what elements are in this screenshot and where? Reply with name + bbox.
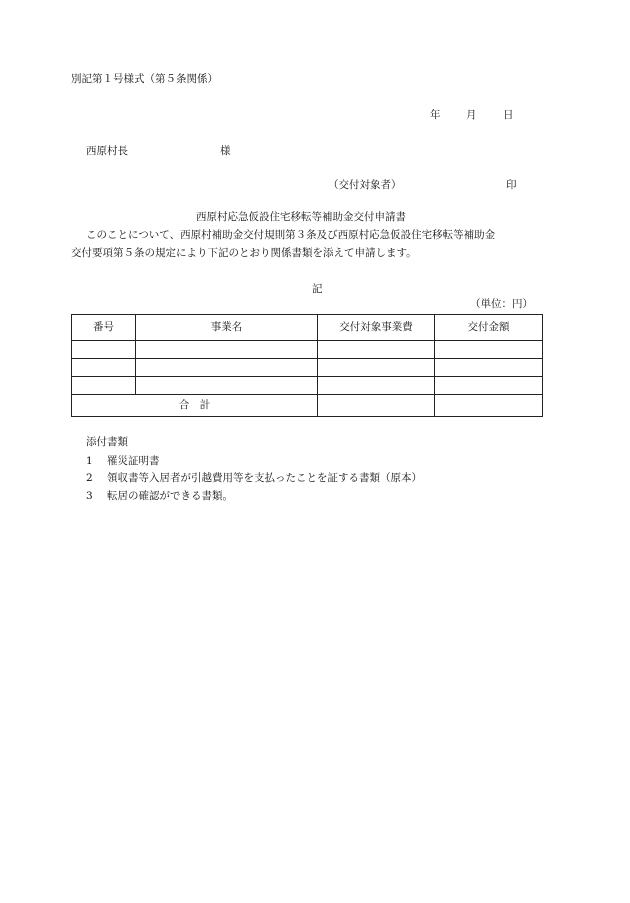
header-grant-amount: 交付金額: [435, 315, 543, 341]
unit-label: （単位：円）: [470, 298, 533, 310]
cell-number[interactable]: [72, 341, 136, 359]
body-text-line-2: 交付要項第５条の規定により下記のとおり関係書類を添えて申請します。: [71, 247, 417, 259]
applicant-label: （交付対象者）: [328, 179, 402, 191]
grant-table: [71, 314, 543, 417]
ki-heading: 記: [312, 283, 323, 295]
table-row: [72, 377, 543, 395]
attachment-item: [86, 473, 422, 484]
body-text-line-1: このことについて、西原村補助金交付規則第３条及び西原村応急仮設住宅移転等補助金: [86, 229, 496, 241]
seal-mark: 印: [506, 179, 517, 191]
cell-grant-amount[interactable]: [435, 359, 543, 377]
cell-grant-amount[interactable]: [435, 341, 543, 359]
table-header-row: [72, 315, 543, 341]
attachment-number: 1: [86, 455, 93, 467]
addressee-honorific: 様: [220, 145, 231, 157]
cell-number[interactable]: [72, 359, 136, 377]
table-row: [72, 341, 543, 359]
header-number: 番号: [72, 315, 136, 341]
table-row: [72, 359, 543, 377]
cell-project-name[interactable]: [136, 377, 318, 395]
attachments-title: 添付書類: [86, 436, 128, 448]
attachment-text: 領収書等入居者が引越費用等を支払ったことを証する書類（原本）: [107, 472, 422, 484]
total-grant-amount[interactable]: [435, 395, 543, 417]
total-label: 合 計: [72, 395, 318, 417]
header-project-name: 事業名: [136, 315, 318, 341]
attachment-text: 罹災証明書: [107, 455, 160, 467]
header-eligible-cost: 交付対象事業費: [318, 315, 435, 341]
cell-eligible-cost[interactable]: [318, 341, 435, 359]
attachment-item: [86, 491, 233, 502]
attachment-number: 2: [86, 472, 93, 484]
attachment-item: [86, 456, 160, 467]
cell-project-name[interactable]: [136, 359, 318, 377]
total-eligible-cost[interactable]: [318, 395, 435, 417]
addressee-name: 西原村長: [86, 145, 128, 157]
cell-eligible-cost[interactable]: [318, 377, 435, 395]
cell-grant-amount[interactable]: [435, 377, 543, 395]
date-month-label: 月: [466, 109, 477, 121]
date-day-label: 日: [503, 109, 514, 121]
document-title: 西原村応急仮設住宅移転等補助金交付申請書: [196, 211, 406, 223]
form-number-label: 別記第１号様式（第５条関係）: [71, 73, 218, 85]
attachment-number: 3: [86, 490, 93, 502]
attachment-text: 転居の確認ができる書類。: [107, 490, 233, 502]
cell-number[interactable]: [72, 377, 136, 395]
date-year-label: 年: [430, 109, 441, 121]
cell-eligible-cost[interactable]: [318, 359, 435, 377]
cell-project-name[interactable]: [136, 341, 318, 359]
table-total-row: [72, 395, 543, 417]
